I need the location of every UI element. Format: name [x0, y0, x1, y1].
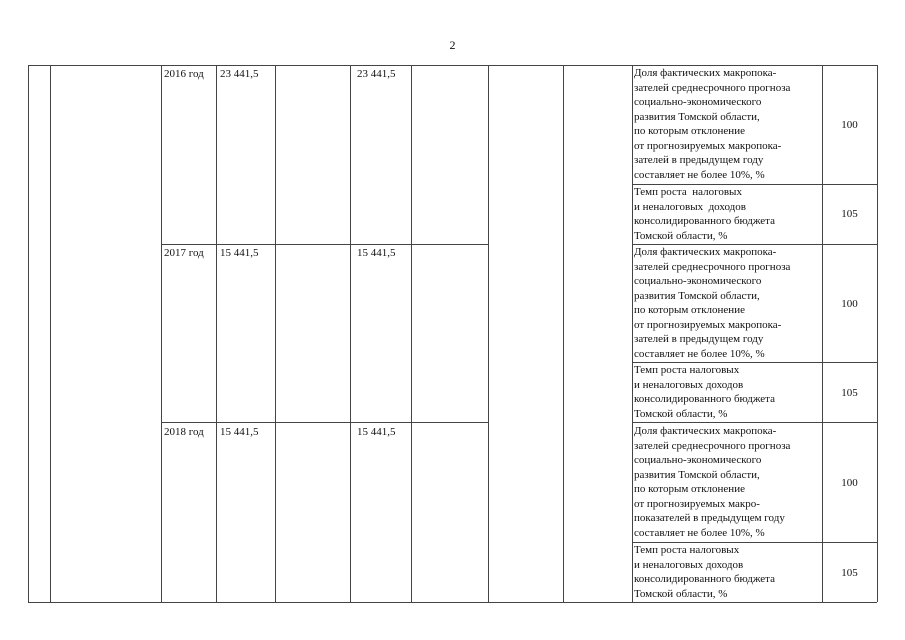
row-divider [161, 422, 488, 423]
table-border-right [877, 65, 878, 602]
indicator-text: Темп роста налоговых и неналоговых доходов консолидированного бюджета Томской области, % [634, 544, 775, 600]
page-number: 2 [449, 38, 456, 52]
row-divider [632, 422, 877, 423]
budget-cell: 23 441,5 [357, 68, 396, 80]
indicator-text: Доля фактических макропока- зателей среднесрочного прогноза социально-экономического развития Томской области, по которым отклонение от прогнозируемых макропока- зателей в предыдущем году составляет не более 10%, % [634, 67, 791, 181]
table-border-left [28, 65, 29, 602]
indicator-value: 105 [841, 208, 858, 220]
year-cell: 2017 год [164, 247, 204, 259]
total-cell: 23 441,5 [220, 68, 259, 80]
indicator-value: 105 [841, 567, 858, 579]
indicator-value: 100 [841, 298, 858, 310]
column-divider [488, 65, 489, 602]
column-divider [632, 65, 633, 602]
total-cell: 15 441,5 [220, 247, 259, 259]
budget-cell: 15 441,5 [357, 247, 396, 259]
indicator-text: Темп роста налоговых и неналоговых доходов консолидированного бюджета Томской области, % [634, 364, 775, 420]
total-cell: 15 441,5 [220, 426, 259, 438]
column-divider [275, 65, 276, 602]
budget-cell: 15 441,5 [357, 426, 396, 438]
indicator-text: Доля фактических макропока- зателей среднесрочного прогноза социально-экономического развития Томской области, по которым отклонение от прогнозируемых макро- показателей в предыдущем году составляет не более 10%, % [634, 425, 791, 539]
column-divider [161, 65, 162, 602]
indicator-value: 100 [841, 477, 858, 489]
column-divider [350, 65, 351, 602]
column-divider [216, 65, 217, 602]
indicator-value: 100 [841, 119, 858, 131]
indicator-text: Темп роста налоговых и неналоговых доходов консолидированного бюджета Томской области, % [634, 186, 775, 242]
year-cell: 2016 год [164, 68, 204, 80]
column-divider [822, 65, 823, 602]
column-divider [411, 65, 412, 602]
indicator-text: Доля фактических макропока- зателей среднесрочного прогноза социально-экономического развития Томской области, по которым отклонение от прогнозируемых макропока- зателей в предыдущем году составляет не более 10%, % [634, 246, 791, 360]
row-divider [161, 244, 488, 245]
year-cell: 2018 год [164, 426, 204, 438]
indicator-value: 105 [841, 387, 858, 399]
column-divider [563, 65, 564, 602]
column-divider [50, 65, 51, 602]
table-border-bottom [28, 602, 877, 603]
